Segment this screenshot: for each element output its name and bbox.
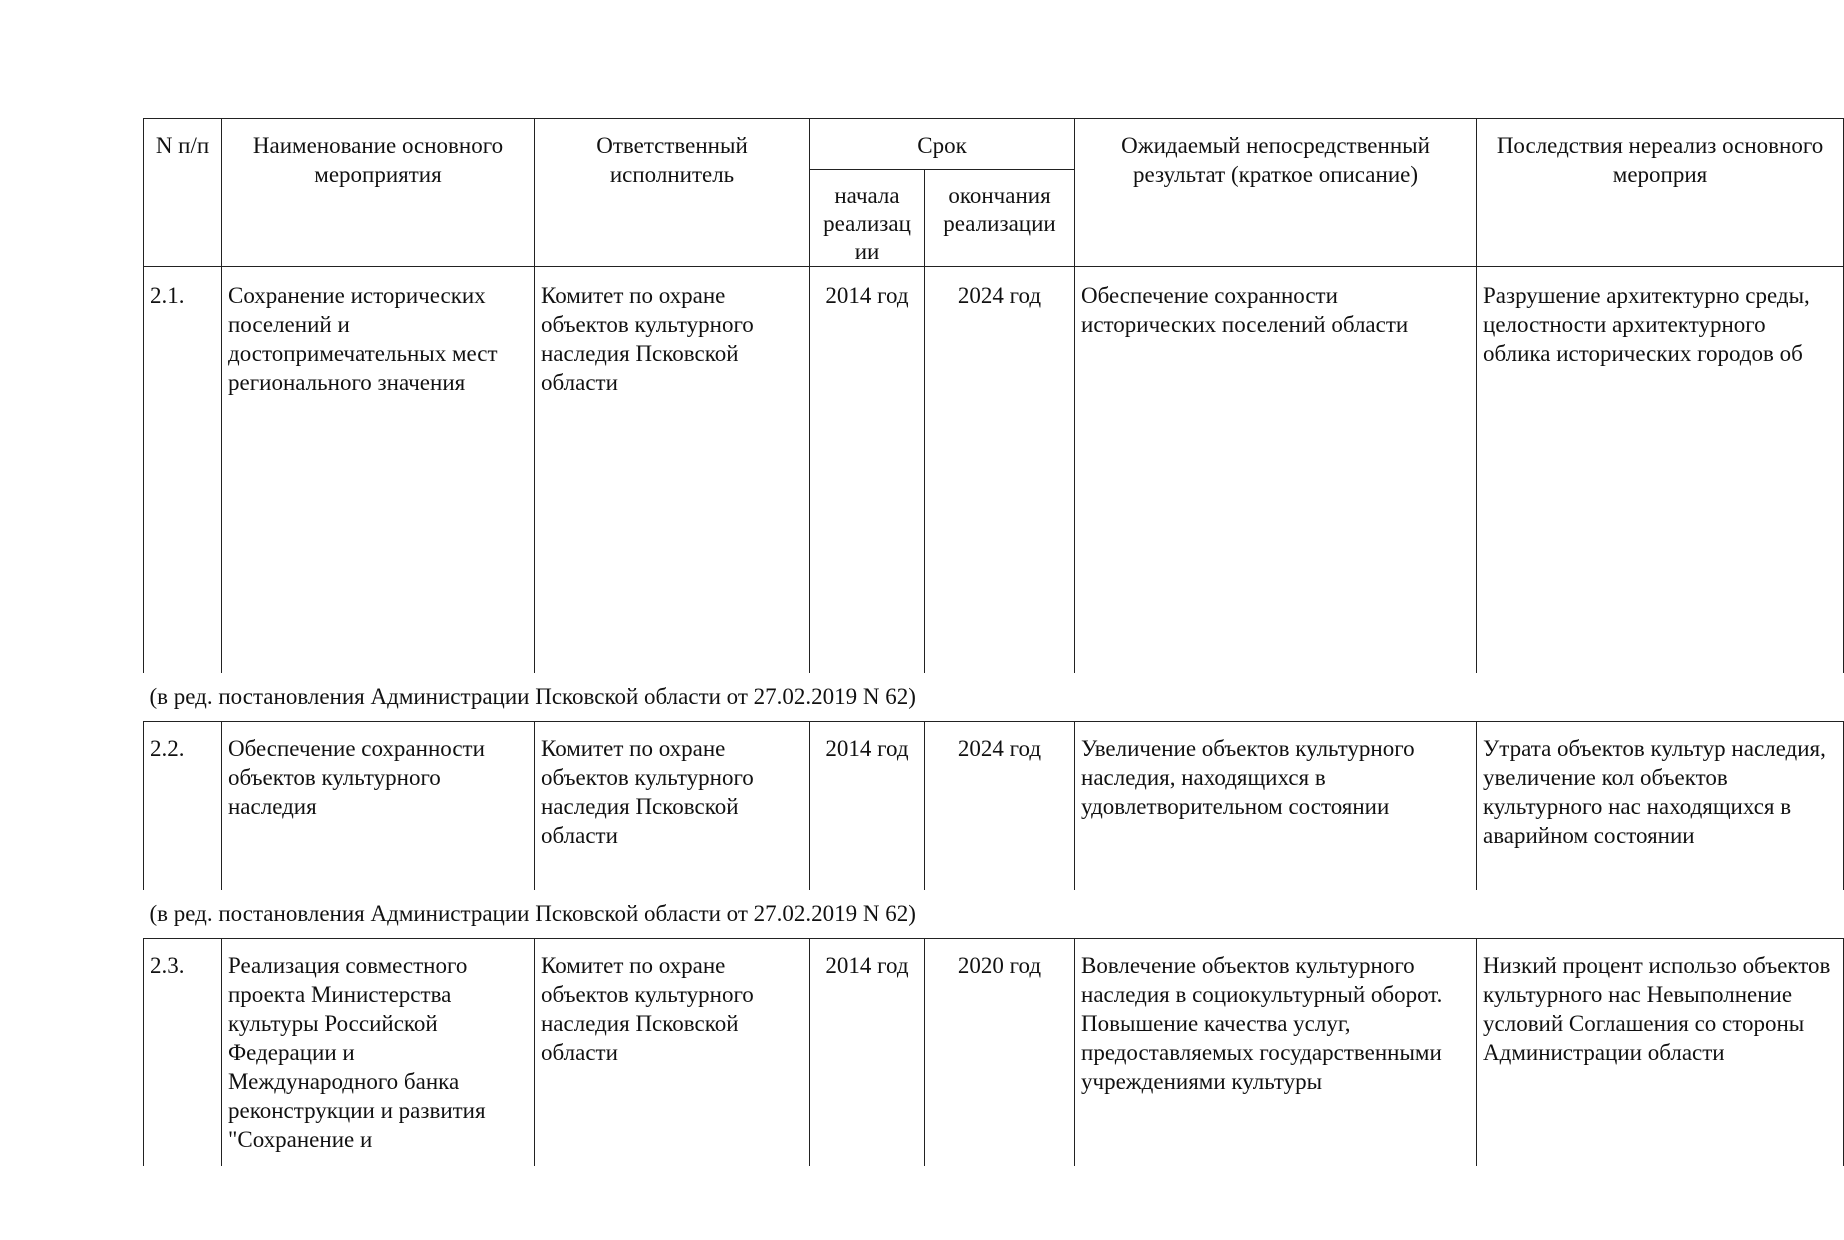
row-result: Увеличение объектов культурного наследия, находящихся в удовлетворительном состоянии <box>1075 722 1477 891</box>
events-table <box>143 118 1844 1166</box>
row-name: Обеспечение сохранности объектов культурного наследия <box>222 722 535 891</box>
header-executor: Ответственный исполнитель <box>535 119 810 267</box>
table-row <box>144 722 1844 891</box>
amendment-note-row <box>144 673 1844 722</box>
row-start: 2014 год <box>810 939 925 1167</box>
amendment-note: (в ред. постановления Администрации Псковской области от 27.02.2019 N 62) <box>144 673 1844 722</box>
row-num: 2.2. <box>144 722 222 891</box>
row-executor: Комитет по охране объектов культурного наследия Псковской области <box>535 722 810 891</box>
header-term-start: начала реализац ии <box>810 170 925 267</box>
row-start: 2014 год <box>810 267 925 674</box>
row-executor: Комитет по охране объектов культурного наследия Псковской области <box>535 267 810 674</box>
row-start: 2014 год <box>810 722 925 891</box>
row-consequences: Низкий процент использо объектов культурного нас Невыполнение условий Соглашения со стороны Администрации области <box>1477 939 1844 1167</box>
row-num: 2.3. <box>144 939 222 1167</box>
header-term: Срок <box>810 119 1075 170</box>
row-name: Сохранение исторических поселений и достопримечательных мест регионального значения <box>222 267 535 674</box>
header-consequences: Последствия нереализ основного мероприя <box>1477 119 1844 267</box>
header-num: N п/п <box>144 119 222 267</box>
header-name: Наименование основного мероприятия <box>222 119 535 267</box>
row-result: Обеспечение сохранности исторических поселений области <box>1075 267 1477 674</box>
table-row <box>144 939 1844 1167</box>
table-viewport <box>143 118 1831 1164</box>
row-end: 2024 год <box>925 267 1075 674</box>
row-executor: Комитет по охране объектов культурного наследия Псковской области <box>535 939 810 1167</box>
row-consequences: Разрушение архитектурно среды, целостности архитектурного облика исторических городов об <box>1477 267 1844 674</box>
row-consequences: Утрата объектов культур наследия, увеличение кол объектов культурного нас находящихся в аварийном состоянии <box>1477 722 1844 891</box>
row-name: Реализация совместного проекта Министерства культуры Российской Федерации и Международного банка реконструкции и развития "Сохранение и <box>222 939 535 1167</box>
header-row <box>144 119 1844 170</box>
amendment-note: (в ред. постановления Администрации Псковской области от 27.02.2019 N 62) <box>144 890 1844 939</box>
header-term-end: окончания реализации <box>925 170 1075 267</box>
header-result: Ожидаемый непосредственный результат (краткое описание) <box>1075 119 1477 267</box>
row-num: 2.1. <box>144 267 222 674</box>
row-end: 2020 год <box>925 939 1075 1167</box>
table-row <box>144 267 1844 674</box>
row-result: Вовлечение объектов культурного наследия в социокультурный оборот. Повышение качества услуг, предоставляемых государственными учреждениями культуры <box>1075 939 1477 1167</box>
amendment-note-row <box>144 890 1844 939</box>
row-end: 2024 год <box>925 722 1075 891</box>
